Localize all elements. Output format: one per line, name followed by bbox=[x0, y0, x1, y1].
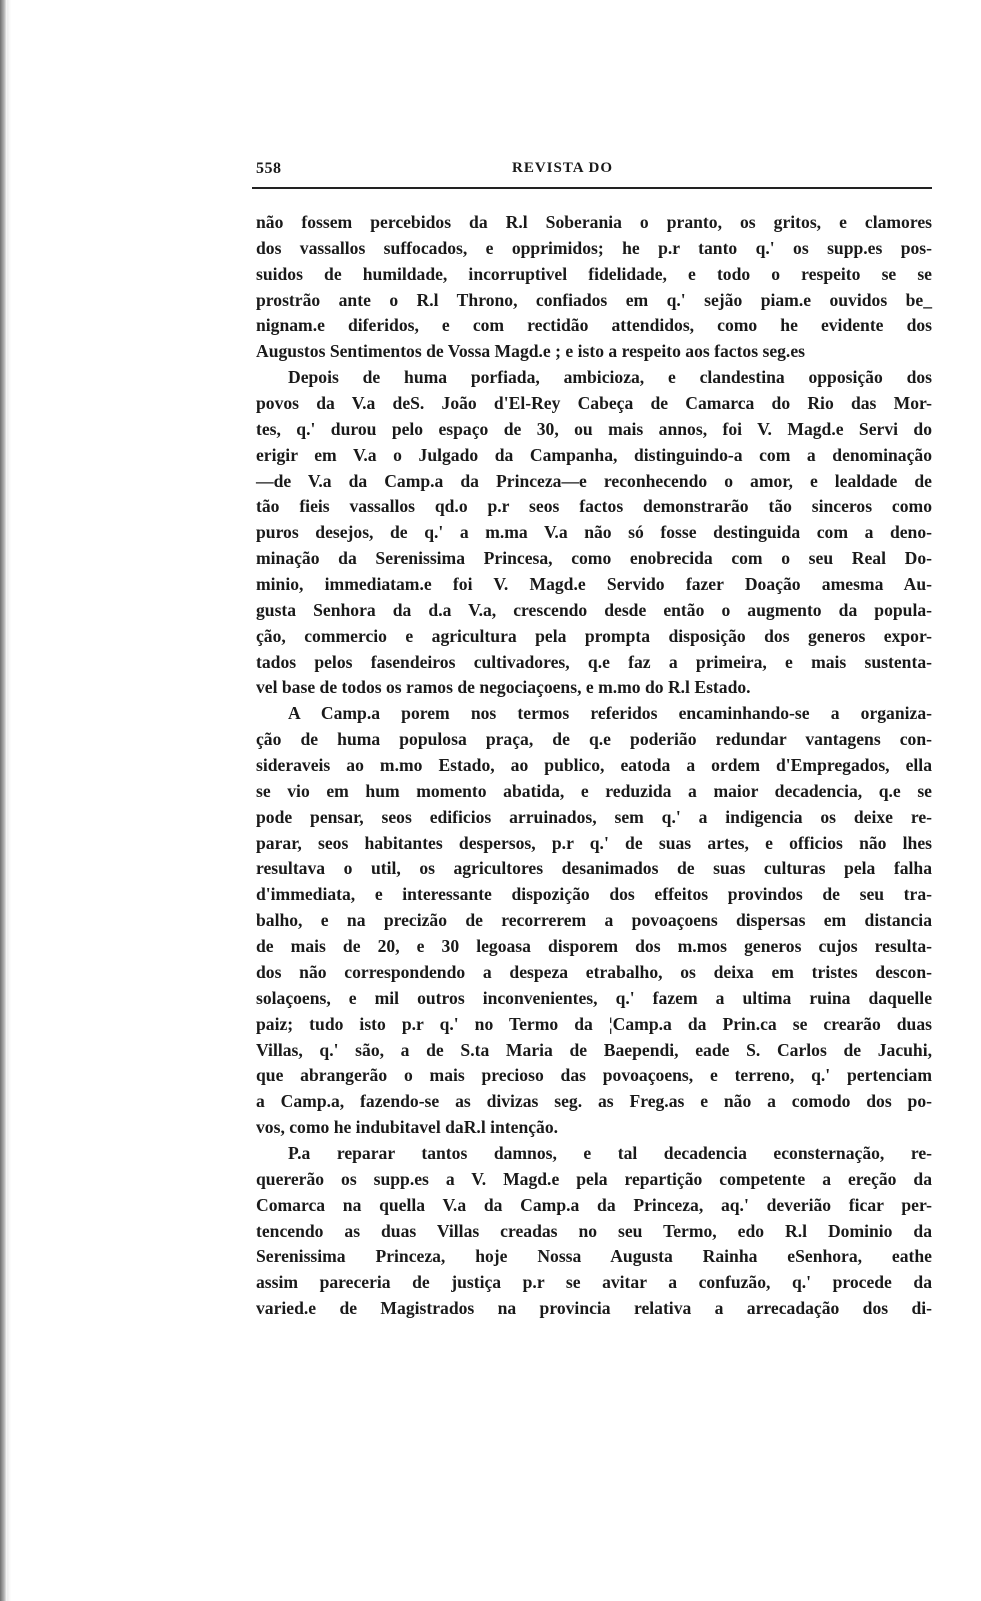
text-line: tencendo as duas Villas creadas no seu Termo, edo R.l Dominio da bbox=[256, 1220, 932, 1241]
text-line: solaçoens, e mil outros inconvenientes, q.' fazem a ultima ruina daquelle bbox=[256, 987, 932, 1008]
text-line: suidos de humildade, incorruptivel fidelidade, e todo o respeito se se bbox=[256, 263, 932, 284]
body-text bbox=[256, 210, 932, 1322]
text-line: vel base de todos os ramos de negociaçoens, e m.mo do R.l Estado. bbox=[256, 677, 751, 698]
text-line: d'immediata, e interessante dispozição dos effeitos provindos de seu tra- bbox=[256, 884, 932, 905]
text-line: vos, como he indubitavel daR.l intenção. bbox=[256, 1117, 559, 1138]
text-line: minio, immediatam.e foi V. Magd.e Servido fazer Doação amesma Au- bbox=[256, 574, 932, 595]
text-line: se vio em hum momento abatida, e reduzida a maior decadencia, q.e se bbox=[256, 780, 932, 801]
text-line: puros desejos, de q.' a m.ma V.a não só fosse destinguida com a deno- bbox=[256, 522, 932, 543]
text-line: assim pareceria de justiça p.r se avitar a confuzão, q.' procede da bbox=[256, 1272, 932, 1293]
header-rule bbox=[252, 187, 932, 189]
page-header bbox=[256, 160, 932, 184]
text-line: resultava o util, os agricultores desanimados de suas culturas pela falha bbox=[256, 858, 932, 879]
text-line: que abrangerão o mais precioso das povoaçoens, e terreno, q.' pertenciam bbox=[256, 1065, 932, 1086]
paragraph-start-line: Depois de huma porfiada, ambicioza, e clandestina opposição dos bbox=[288, 367, 932, 388]
text-line: gusta Senhora da d.a V.a, crescendo desde então o augmento da popula- bbox=[256, 599, 932, 620]
page-binding-edge bbox=[0, 0, 7, 1601]
text-line: nignam.e diferidos, e com rectidão attendidos, como he evidente dos bbox=[256, 315, 932, 336]
text-line: Villas, q.' são, a de S.ta Maria de Baependi, eade S. Carlos de Jacuhi, bbox=[256, 1039, 932, 1060]
page-number: 558 bbox=[256, 160, 282, 177]
text-line: Serenissima Princeza, hoje Nossa Augusta Rainha eSenhora, eathe bbox=[256, 1246, 932, 1267]
text-line: tão fieis vassallos qd.o p.r seos factos demonstrarão tão sinceros como bbox=[256, 496, 932, 517]
binding-shadow bbox=[7, 0, 11, 1601]
text-line: varied.e de Magistrados na provincia relativa a arrecadação dos di- bbox=[256, 1298, 932, 1319]
text-line: ção de huma populosa praça, de q.e poderião redundar vantagens con- bbox=[256, 729, 932, 750]
text-line: tes, q.' durou pelo espaço de 30, ou mais annos, foi V. Magd.e Servi do bbox=[256, 418, 932, 439]
text-line: parar, seos habitantes despersos, p.r q.' de suas artes, e officios não lhes bbox=[256, 832, 932, 853]
text-line: prostrão ante o R.l Throno, confiados em q.' sejão piam.e ouvidos be_ bbox=[256, 289, 932, 310]
text-line: dos não correspondendo a despeza etrabalho, os deixa em tristes descon- bbox=[256, 961, 932, 982]
text-line: ção, commercio e agricultura pela prompta disposição dos generos expor- bbox=[256, 625, 932, 646]
text-line: minação da Serenissima Princesa, como enobrecida com o seu Real Do- bbox=[256, 548, 932, 569]
paragraph-start-line: P.a reparar tantos damnos, e tal decadencia econsternação, re- bbox=[288, 1142, 932, 1163]
text-line: quererão os supp.es a V. Magd.e pela repartição competente a ereção da bbox=[256, 1168, 932, 1189]
text-line: balho, e na precizão de recorrerem a povoaçoens dispersas em distancia bbox=[256, 910, 932, 931]
running-title: REVISTA DO bbox=[512, 160, 613, 176]
text-line: pode pensar, seos edificios arruinados, sem q.' a indigencia os deixe re- bbox=[256, 806, 932, 827]
text-line: não fossem percebidos da R.l Soberania o pranto, os gritos, e clamores bbox=[256, 212, 932, 232]
text-line: —de V.a da Camp.a da Princeza—e reconhecendo o amor, e lealdade de bbox=[256, 470, 932, 491]
text-line: Comarca na quella V.a da Camp.a da Princeza, aq.' deverião ficar per- bbox=[256, 1194, 932, 1215]
text-line: paiz; tudo isto p.r q.' no Termo da ¦Camp.a da Prin.ca se crearão duas bbox=[256, 1013, 932, 1034]
text-line: de mais de 20, e 30 legoasa disporem dos m.mos generos cujos resulta- bbox=[256, 936, 932, 957]
text-line: povos da V.a deS. João d'El-Rey Cabeça de Camarca do Rio das Mor- bbox=[256, 393, 932, 414]
text-line: sideraveis ao m.mo Estado, ao publico, eatoda a ordem d'Empregados, ella bbox=[256, 755, 932, 776]
text-line: erigir em V.a o Julgado da Campanha, distinguindo-a com a denominação bbox=[256, 444, 932, 465]
text-line: dos vassallos suffocados, e opprimidos; he p.r tanto q.' os supp.es pos- bbox=[256, 237, 932, 258]
text-line: tados pelos fasendeiros cultivadores, q.e faz a primeira, e mais sustenta- bbox=[256, 651, 932, 672]
paragraph-start-line: A Camp.a porem nos termos referidos encaminhando-se a organiza- bbox=[288, 703, 932, 724]
text-line: a Camp.a, fazendo-se as divizas seg. as Freg.as e não a comodo dos po- bbox=[256, 1091, 932, 1112]
text-line: Augustos Sentimentos de Vossa Magd.e ; e isto a respeito aos factos seg.es bbox=[256, 341, 805, 362]
